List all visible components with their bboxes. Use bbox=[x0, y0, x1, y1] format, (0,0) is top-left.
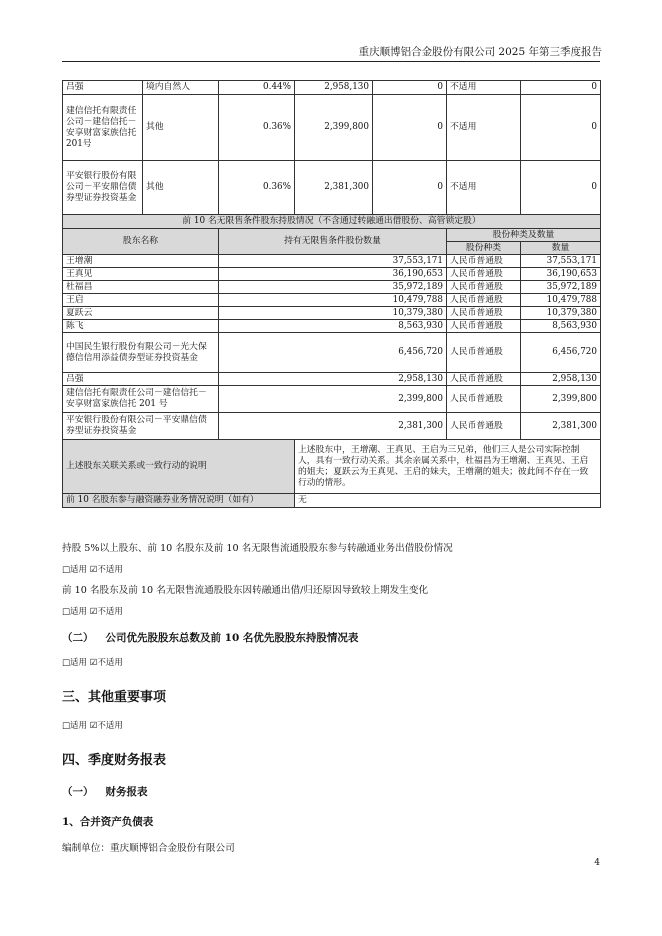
share-count: 8,563,930 bbox=[521, 320, 601, 333]
holder-nature: 其他 bbox=[143, 161, 219, 215]
col-header-type-group: 股份种类及数量 bbox=[447, 229, 601, 242]
holder-name: 王启 bbox=[63, 294, 219, 307]
holder-name: 杜福昌 bbox=[63, 281, 219, 294]
preferred-section-title: 公司优先股股东总数及前 10 名优先股股东持股情况表 bbox=[105, 632, 359, 644]
holder-shares: 2,399,800 bbox=[295, 95, 373, 161]
table-row bbox=[63, 413, 601, 440]
margin-label: 前 10 名股东参与融资融券业务情况说明（如有） bbox=[63, 494, 295, 508]
shareholder-table bbox=[62, 80, 601, 508]
unrestricted-section-title: 前 10 名无限售条件股东持股情况（不含通过转融通出借股份、高管锁定股） bbox=[63, 215, 601, 229]
table-row bbox=[63, 81, 601, 95]
table-row bbox=[63, 294, 601, 307]
page-number: 4 bbox=[594, 858, 600, 868]
checkbox-applicable-4: □适用 ☑不适用 bbox=[62, 721, 123, 731]
holder-name: 平安银行股份有限公司－平安鼎信债券型证券投资基金 bbox=[63, 161, 143, 215]
holder-nature: 境内自然人 bbox=[143, 81, 219, 95]
holder-shares: 2,958,130 bbox=[295, 81, 373, 95]
statements-subheading-number: （一） bbox=[62, 786, 94, 798]
compiler-line: 编制单位：重庆顺博铝合金股份有限公司 bbox=[62, 843, 235, 854]
margin-text: 无 bbox=[295, 494, 601, 508]
holder-name: 中国民生银行股份有限公司－光大保德信信用添益债券型证券投资基金 bbox=[63, 333, 219, 373]
col-header-name: 股东名称 bbox=[63, 229, 219, 255]
other-matters-heading: 三、其他重要事项 bbox=[62, 690, 167, 705]
table-row bbox=[63, 307, 601, 320]
checkbox-applicable-3: □适用 ☑不适用 bbox=[62, 658, 123, 668]
unrestricted-qty: 10,379,380 bbox=[219, 307, 447, 320]
unrestricted-qty: 2,958,130 bbox=[219, 373, 447, 386]
table-row bbox=[63, 281, 601, 294]
share-count: 6,456,720 bbox=[521, 333, 601, 373]
pledge-status: 不适用 bbox=[447, 81, 521, 95]
preferred-section-number: （二） bbox=[62, 632, 94, 644]
share-type: 人民币普通股 bbox=[447, 307, 521, 320]
holder-name: 平安银行股份有限公司－平安鼎信债券型证券投资基金 bbox=[63, 413, 219, 440]
share-type: 人民币普通股 bbox=[447, 333, 521, 373]
share-type: 人民币普通股 bbox=[447, 320, 521, 333]
share-count: 37,553,171 bbox=[521, 255, 601, 268]
unrestricted-qty: 8,563,930 bbox=[219, 320, 447, 333]
table-row bbox=[63, 161, 601, 215]
col-header-qty: 持有无限售条件股份数量 bbox=[219, 229, 447, 255]
holder-restricted: 0 bbox=[373, 161, 447, 215]
preferred-section-heading bbox=[62, 630, 358, 645]
table-row bbox=[63, 320, 601, 333]
checkbox-applicable-1: □适用 ☑不适用 bbox=[62, 565, 123, 575]
share-count: 2,958,130 bbox=[521, 373, 601, 386]
relation-label: 上述股东关联关系或一致行动的说明 bbox=[63, 440, 295, 494]
holder-nature: 其他 bbox=[143, 95, 219, 161]
holder-name: 建信信托有限责任公司－建信信托－安享财富家族信托 201 号 bbox=[63, 386, 219, 413]
share-count: 2,399,800 bbox=[521, 386, 601, 413]
pledge-qty: 0 bbox=[521, 95, 601, 161]
holder-name: 吕强 bbox=[63, 81, 143, 95]
pledge-qty: 0 bbox=[521, 81, 601, 95]
holder-ratio: 0.36% bbox=[219, 161, 295, 215]
share-type: 人民币普通股 bbox=[447, 386, 521, 413]
holder-name: 王真见 bbox=[63, 268, 219, 281]
table-row bbox=[63, 268, 601, 281]
unrestricted-qty: 35,972,189 bbox=[219, 281, 447, 294]
unrestricted-qty: 2,381,300 bbox=[219, 413, 447, 440]
share-type: 人民币普通股 bbox=[447, 294, 521, 307]
balance-sheet-heading: 1、合并资产负债表 bbox=[62, 816, 154, 828]
share-count: 10,379,380 bbox=[521, 307, 601, 320]
col-header-count: 数量 bbox=[521, 242, 601, 255]
lending-statement: 持股 5%以上股东、前 10 名股东及前 10 名无限售流通股股东参与转融通业务出借股份情况 bbox=[62, 543, 453, 554]
holder-name: 夏跃云 bbox=[63, 307, 219, 320]
share-count: 35,972,189 bbox=[521, 281, 601, 294]
table-row bbox=[63, 333, 601, 373]
holder-name: 王增潮 bbox=[63, 255, 219, 268]
pledge-qty: 0 bbox=[521, 161, 601, 215]
share-type: 人民币普通股 bbox=[447, 268, 521, 281]
unrestricted-qty: 37,553,171 bbox=[219, 255, 447, 268]
share-count: 36,190,653 bbox=[521, 268, 601, 281]
share-type: 人民币普通股 bbox=[447, 413, 521, 440]
financial-statements-heading: 四、季度财务报表 bbox=[62, 753, 167, 768]
unrestricted-qty: 2,399,800 bbox=[219, 386, 447, 413]
table-row bbox=[63, 95, 601, 161]
relation-text: 上述股东中，王增潮、王真见、王启为三兄弟，他们三人是公司实际控制人，具有一致行动关系。其余亲属关系中，杜福昌为王增潮、王真见、王启的姐夫；夏跃云为王真见、王启的妹夫，王增潮的姐夫；彼此间不存在一致行动的情形。 bbox=[295, 440, 601, 494]
statements-subheading bbox=[62, 784, 148, 799]
unrestricted-qty: 10,479,788 bbox=[219, 294, 447, 307]
share-count: 2,381,300 bbox=[521, 413, 601, 440]
share-type: 人民币普通股 bbox=[447, 255, 521, 268]
holder-ratio: 0.36% bbox=[219, 95, 295, 161]
report-title: 重庆顺博铝合金股份有限公司 2025 年第三季度报告 bbox=[358, 46, 602, 58]
share-count: 10,479,788 bbox=[521, 294, 601, 307]
holder-shares: 2,381,300 bbox=[295, 161, 373, 215]
table-row bbox=[63, 386, 601, 413]
holder-name: 陈飞 bbox=[63, 320, 219, 333]
col-header-type: 股份种类 bbox=[447, 242, 521, 255]
holder-name: 建信信托有限责任公司－建信信托－安享财富家族信托201号 bbox=[63, 95, 143, 161]
statements-subheading-title: 财务报表 bbox=[105, 786, 148, 798]
table-row bbox=[63, 255, 601, 268]
pledge-status: 不适用 bbox=[447, 95, 521, 161]
checkbox-applicable-2: □适用 ☑不适用 bbox=[62, 607, 123, 617]
unrestricted-qty: 36,190,653 bbox=[219, 268, 447, 281]
share-type: 人民币普通股 bbox=[447, 281, 521, 294]
holder-ratio: 0.44% bbox=[219, 81, 295, 95]
unrestricted-qty: 6,456,720 bbox=[219, 333, 447, 373]
table-row bbox=[63, 373, 601, 386]
lending-change-statement: 前 10 名股东及前 10 名无限售流通股股东因转融通出借/归还原因导致较上期发生变化 bbox=[62, 585, 429, 596]
holder-name: 吕强 bbox=[63, 373, 219, 386]
holder-restricted: 0 bbox=[373, 95, 447, 161]
holder-restricted: 0 bbox=[373, 81, 447, 95]
share-type: 人民币普通股 bbox=[447, 373, 521, 386]
pledge-status: 不适用 bbox=[447, 161, 521, 215]
header-divider bbox=[62, 61, 600, 62]
